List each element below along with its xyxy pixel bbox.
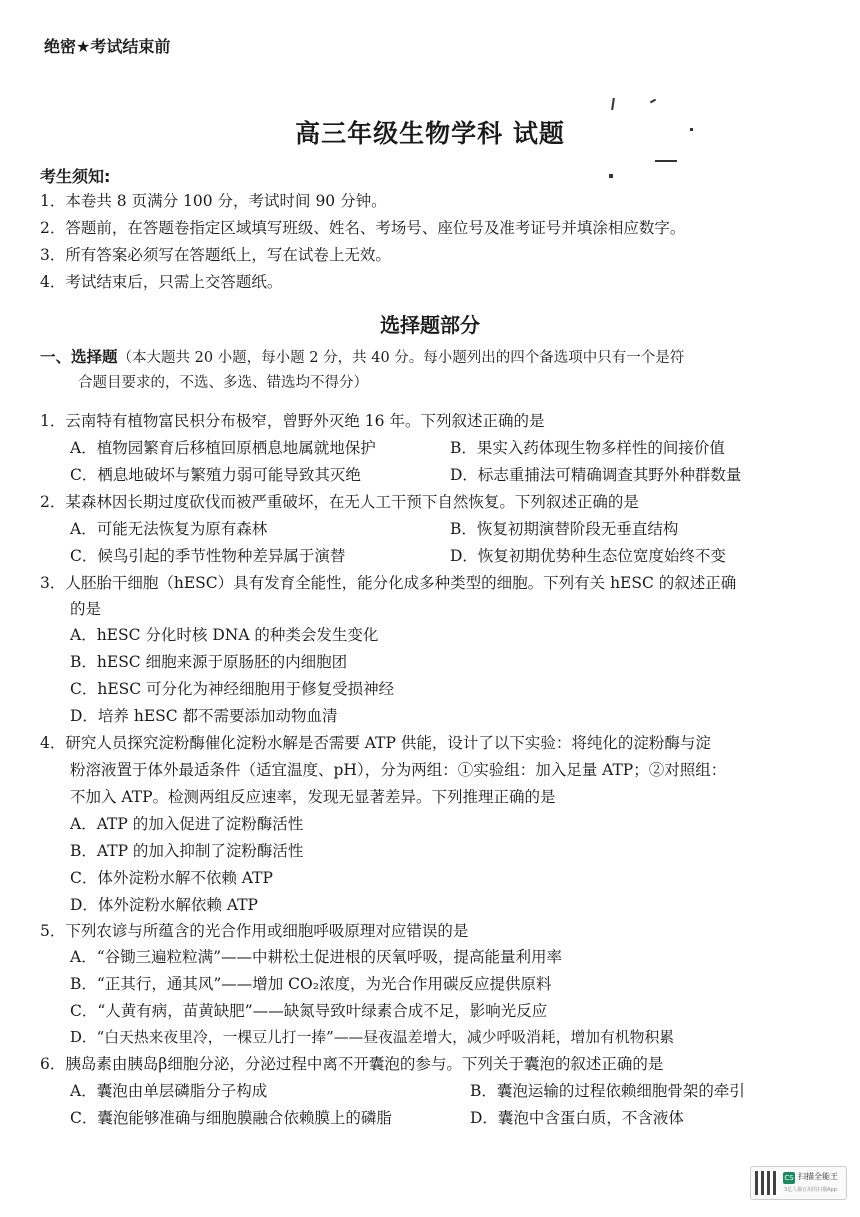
option-b: B．恢复初期演替阶段无垂直结构	[450, 520, 679, 538]
option-b: B．hESC 细胞来源于原肠胚的内细胞团	[70, 653, 348, 671]
option-a: A．hESC 分化时核 DNA 的种类会发生变化	[70, 626, 379, 644]
option-a: A．植物园繁育后移植回原栖息地属就地保护	[70, 439, 376, 457]
option-c: C．栖息地破坏与繁殖力弱可能导致其灭绝	[70, 466, 361, 484]
part-desc: 合题目要求的，不选、多选、错选均不得分）	[78, 375, 368, 391]
option-b: B．“正其行，通其风”——增加 CO₂浓度，为光合作用碳反应提供原料	[70, 975, 552, 993]
notice-item: 4．考试结束后，只需上交答题纸。	[40, 273, 283, 291]
section-title: 选择题部分	[380, 313, 480, 337]
option-a: A．囊泡由单层磷脂分子构成	[70, 1082, 268, 1100]
option-b: B．囊泡运输的过程依赖细胞骨架的牵引	[470, 1082, 745, 1100]
question-stem-cont: 粉溶液置于体外最适条件（适宜温度、pH），分为两组：①实验组：加入足量 ATP；②对照组：	[70, 761, 727, 779]
option-d: D．恢复初期优势种生态位宽度始终不变	[450, 547, 726, 565]
camscanner-logo-icon: CS	[784, 1174, 794, 1182]
option-d: D．囊泡中含蛋白质，不含液体	[470, 1109, 684, 1127]
notice-item: 1．本卷共 8 页满分 100 分，考试时间 90 分钟。	[40, 192, 387, 210]
part-heading	[40, 345, 830, 395]
option-d: D．“白天热来夜里冷，一棵豆儿打一捧”——昼夜温差增大，减少呼吸消耗，增加有机物积累	[70, 1029, 675, 1046]
option-b: B．ATP 的加入抑制了淀粉酶活性	[70, 842, 304, 860]
option-c: C．hESC 可分化为神经细胞用于修复受损神经	[70, 680, 395, 698]
watermark-sub: 3亿人都在用的扫描App	[784, 1187, 837, 1193]
option-a: A．ATP 的加入促进了淀粉酶活性	[70, 815, 304, 833]
option-c: C．体外淀粉水解不依赖 ATP	[70, 869, 273, 887]
option-c: C．候鸟引起的季节性物种差异属于演替	[70, 547, 346, 565]
question-stem: 2．某森林因长期过度砍伐而被严重破坏，在无人工干预下自然恢复。下列叙述正确的是	[40, 493, 639, 511]
question-stem: 4．研究人员探究淀粉酶催化淀粉水解是否需要 ATP 供能，设计了以下实验：将纯化的淀粉酶与淀	[40, 734, 711, 752]
confidential-header: 绝密★考试结束前	[44, 37, 171, 56]
scan-smudge	[650, 99, 656, 104]
watermark-name: 扫描全能王	[798, 1172, 838, 1181]
question-stem-cont: 的是	[70, 600, 102, 618]
question-stem: 3．人胚胎干细胞（hESC）具有发育全能性，能分化成多种类型的细胞。下列有关 hESC 的叙述正确	[40, 574, 737, 592]
part-label: 一、选择题	[40, 348, 118, 366]
question-stem-cont: 不加入 ATP。检测两组反应速率，发现无显著差异。下列推理正确的是	[70, 788, 556, 806]
question-stem: 5．下列农谚与所蕴含的光合作用或细胞呼吸原理对应错误的是	[40, 922, 469, 940]
question-stem: 6．胰岛素由胰岛β细胞分泌，分泌过程中离不开囊泡的参与。下列关于囊泡的叙述正确的是	[40, 1055, 664, 1073]
option-c: C．“人黄有病，苗黄缺肥”——缺氮导致叶绿素合成不足，影响光反应	[70, 1002, 548, 1020]
option-a: A．可能无法恢复为原有森林	[70, 520, 268, 538]
question-stem: 1．云南特有植物富民枳分布极窄，曾野外灭绝 16 年。下列叙述正确的是	[40, 412, 545, 430]
scan-smudge	[611, 98, 615, 110]
scanner-watermark	[750, 1166, 847, 1200]
exam-title: 高三年级生物学科 试题	[295, 119, 565, 148]
option-d: D．标志重捕法可精确调查其野外种群数量	[450, 466, 742, 484]
option-d: D．体外淀粉水解依赖 ATP	[70, 896, 258, 914]
option-c: C．囊泡能够准确与细胞膜融合依赖膜上的磷脂	[70, 1109, 392, 1127]
notice-item: 2．答题前，在答题卷指定区域填写班级、姓名、考场号、座位号及准考证号并填涂相应数字。	[40, 219, 686, 237]
notice-title: 考生须知:	[40, 167, 111, 186]
qr-code-icon	[755, 1171, 779, 1195]
option-a: A．“谷锄三遍粒粒满”——中耕松土促进根的厌氧呼吸，提高能量利用率	[70, 948, 563, 966]
option-d: D．培养 hESC 都不需要添加动物血清	[70, 707, 338, 725]
scan-smudge	[655, 160, 677, 162]
scan-smudge	[609, 174, 613, 178]
part-desc: （本大题共 20 小题，每小题 2 分，共 40 分。每小题列出的四个备选项中只有一个是符	[117, 350, 685, 366]
option-b: B．果实入药体现生物多样性的间接价值	[450, 439, 725, 457]
notice-item: 3．所有答案必须写在答题纸上，写在试卷上无效。	[40, 246, 391, 264]
